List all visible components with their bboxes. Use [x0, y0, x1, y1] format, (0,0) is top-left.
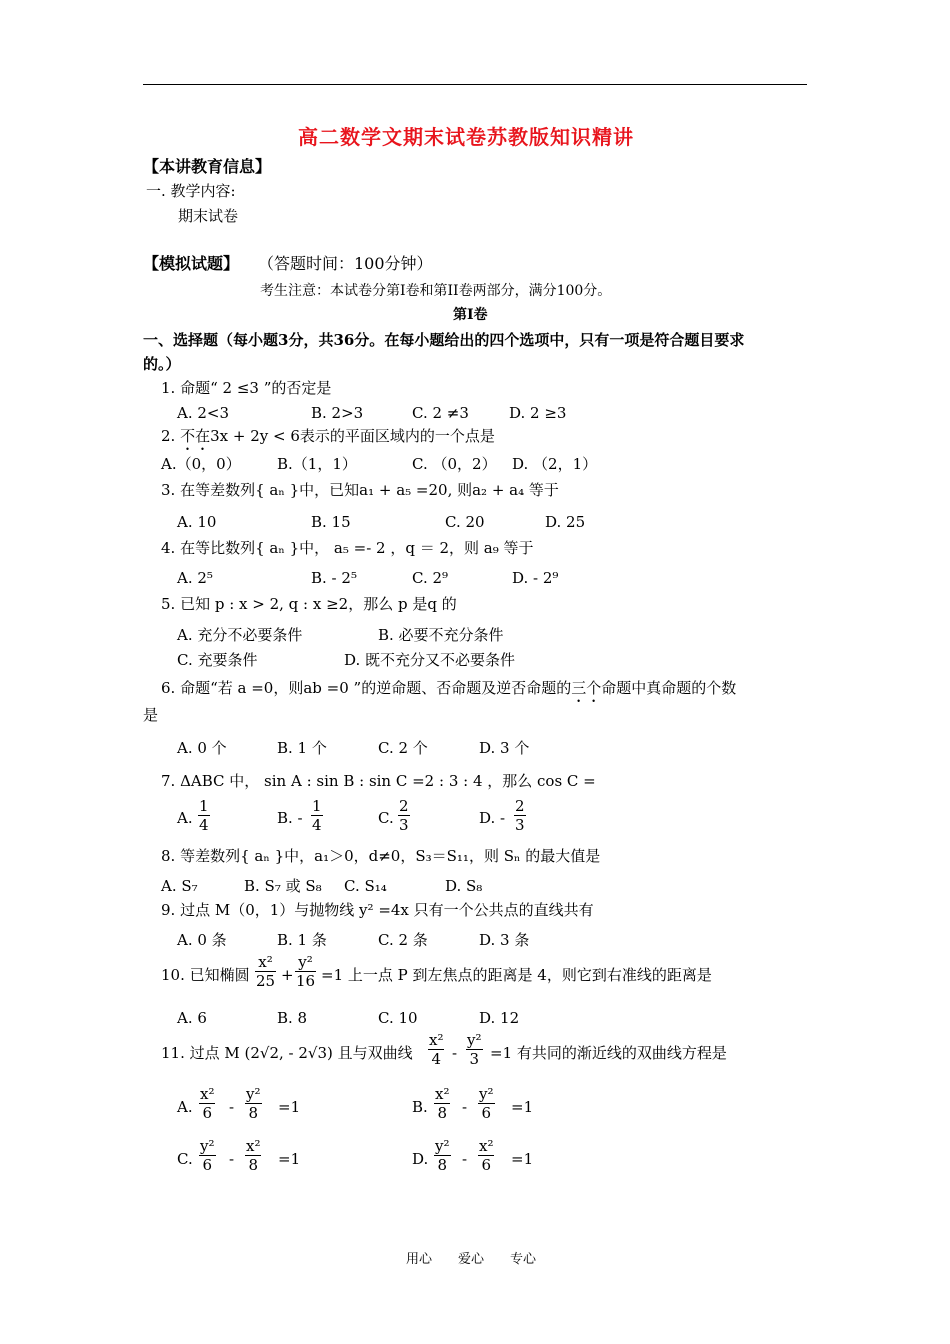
q9-option-d: D. 3 条 — [479, 931, 530, 949]
q5-option-c: C. 充要条件 — [177, 651, 258, 669]
q3-option-a: A. 10 — [177, 513, 217, 531]
q2-stem: 2. 不在3x + 2y < 6表示的平面区域内的一个点是 — [161, 427, 495, 445]
q7-option-c-fraction: $\frac{2}{3}$ — [399, 797, 409, 834]
q5-option-b: B. 必要不充分条件 — [378, 626, 504, 644]
q6-stem-cont: 是 — [143, 706, 159, 724]
q3-option-c: C. 20 — [445, 513, 485, 531]
q10-stem-post: =1 上一点 P 到左焦点的距离是 4，则它到右准线的距离是 — [321, 966, 712, 984]
q11-option-c-minus: - — [229, 1150, 235, 1168]
page-footer: 用心 爱心 专心 — [406, 1252, 537, 1267]
content-value: 期末试卷 — [178, 207, 239, 225]
q11-option-c-eq: =1 — [278, 1150, 301, 1168]
q11-option-b-eq: =1 — [511, 1098, 534, 1116]
q3-stem: 3. 在等差数列{ aₙ }中，已知a₁ + a₅ =20, 则a₂ + a₄ 等于 — [161, 481, 559, 499]
q11-option-a-eq: =1 — [278, 1098, 301, 1116]
q11-option-b-minus: - — [462, 1098, 468, 1116]
q4-stem: 4. 在等比数列{ aₙ }中， a₅ =- 2 ，q ＝ 2，则 a₉ 等于 — [161, 539, 534, 557]
q11-option-c-label: C. — [177, 1150, 193, 1168]
q4-option-d: D. - 2⁹ — [512, 569, 559, 587]
q4-option-a: A. 2⁵ — [177, 569, 213, 587]
q7-option-b-fraction: $\frac{1}{4}$ — [312, 797, 322, 834]
q9-option-c: C. 2 条 — [378, 931, 428, 949]
q11-option-a-label: A. — [177, 1098, 193, 1116]
q10-fraction-x: $\frac{\text{x²}}{25}$ — [256, 953, 276, 990]
q6-option-c: C. 2 个 — [378, 739, 428, 757]
q7-option-d-label: D. - — [479, 809, 506, 827]
q10-option-d: D. 12 — [479, 1009, 520, 1027]
q11-option-d-eq: =1 — [511, 1150, 534, 1168]
section-one-instructions: 一、选择题（每小题3分，共36分。在每小题给出的四个选项中，只有一项是符合题目要求 — [143, 331, 745, 349]
q11-option-d-frac2: $\frac{\text{x²}}{6}$ — [479, 1137, 494, 1174]
q4-option-b: B. - 2⁵ — [311, 569, 357, 587]
q8-option-d: D. S₈ — [445, 877, 483, 895]
q11-option-c-frac1: $\frac{\text{y²}}{6}$ — [200, 1137, 215, 1174]
q1-option-b: B. 2>3 — [311, 404, 364, 422]
q11-option-c-frac2: $\frac{\text{x²}}{8}$ — [246, 1137, 261, 1174]
doc-title: 高二数学文期末试卷苏教版知识精讲 — [298, 125, 634, 149]
q11-option-b-frac1: $\frac{\text{x²}}{8}$ — [435, 1085, 450, 1122]
q6-stem: 6. 命题“若 a =0，则ab =0 ”的逆命题、否命题及逆否命题的三个命题中真命题的个数 — [161, 679, 737, 697]
q11-option-a-frac2: $\frac{\text{y²}}{8}$ — [246, 1085, 261, 1122]
q7-option-a-fraction: $\frac{1}{4}$ — [199, 797, 209, 834]
q11-stem-post: =1 有共同的渐近线的双曲线方程是 — [490, 1044, 727, 1062]
q1-option-a: A. 2<3 — [177, 404, 230, 422]
q5-stem: 5. 已知 p : x > 2, q : x ≥2，那么 p 是q 的 — [161, 595, 457, 613]
content-label: 一. 教学内容: — [146, 182, 236, 200]
q11-option-b-label: B. — [412, 1098, 428, 1116]
header-rule — [143, 84, 807, 85]
q6-option-a: A. 0 个 — [177, 739, 227, 757]
mock-time: （答题时间：100分钟） — [258, 254, 433, 273]
q11-fraction-y: $\frac{\text{y²}}{3}$ — [467, 1031, 482, 1068]
q3-option-d: D. 25 — [545, 513, 586, 531]
q11-option-b-frac2: $\frac{\text{y²}}{6}$ — [479, 1085, 494, 1122]
q3-option-b: B. 15 — [311, 513, 351, 531]
q1-option-d: D. 2 ≥3 — [509, 404, 567, 422]
mock-heading: 【模拟试题】 — [143, 254, 240, 273]
part-one-heading: 第I卷 — [453, 307, 488, 323]
q11-stem-pre: 11. 过点 M (2√2, - 2√3) 且与双曲线 — [161, 1044, 413, 1062]
q2-option-b: B.（1，1） — [277, 455, 357, 473]
q2-option-d: D. （2，1） — [512, 455, 598, 473]
q10-fraction-y: $\frac{\text{y²}}{16}$ — [296, 953, 316, 990]
q10-stem-pre: 10. 已知椭圆 — [161, 966, 250, 984]
q2-option-c: C. （0，2） — [412, 455, 497, 473]
q7-option-b-label: B. - — [277, 809, 303, 827]
exam-notice: 考生注意：本试卷分第I卷和第II卷两部分，满分100分。 — [260, 283, 612, 299]
q1-option-c: C. 2 ≠3 — [412, 404, 469, 422]
q7-option-d-fraction: $\frac{2}{3}$ — [515, 797, 525, 834]
q9-stem: 9. 过点 M（0，1）与抛物线 y² =4x 只有一个公共点的直线共有 — [161, 901, 594, 919]
q8-stem: 8. 等差数列{ aₙ }中，a₁＞0，d≠0，S₃＝S₁₁，则 Sₙ 的最大值是 — [161, 847, 601, 865]
q8-option-c: C. S₁₄ — [344, 877, 387, 895]
q11-option-a-minus: - — [229, 1098, 235, 1116]
q7-option-c-label: C. — [378, 809, 394, 827]
q1-stem: 1. 命题“ 2 ≤3 ”的否定是 — [161, 379, 332, 397]
q11-minus: - — [452, 1044, 458, 1062]
q10-plus: + — [281, 966, 294, 984]
q11-option-a-frac1: $\frac{\text{x²}}{6}$ — [200, 1085, 215, 1122]
q11-fraction-x: $\frac{\text{x²}}{4}$ — [429, 1031, 444, 1068]
q5-option-d: D. 既不充分又不必要条件 — [344, 651, 516, 669]
section-one-instructions-cont: 的。） — [143, 355, 181, 373]
q11-option-d-minus: - — [462, 1150, 468, 1168]
q10-option-a: A. 6 — [177, 1009, 207, 1027]
q8-option-b: B. S₇ 或 S₈ — [244, 877, 322, 895]
q9-option-b: B. 1 条 — [277, 931, 327, 949]
q10-option-c: C. 10 — [378, 1009, 418, 1027]
q6-option-b: B. 1 个 — [277, 739, 327, 757]
q8-option-a: A. S₇ — [161, 877, 198, 895]
section-info-heading: 【本讲教育信息】 — [143, 157, 272, 176]
q11-option-d-frac1: $\frac{\text{y²}}{8}$ — [435, 1137, 450, 1174]
q11-option-d-label: D. — [412, 1150, 429, 1168]
q6-option-d: D. 3 个 — [479, 739, 530, 757]
q4-option-c: C. 2⁹ — [412, 569, 449, 587]
q9-option-a: A. 0 条 — [177, 931, 227, 949]
q5-option-a: A. 充分不必要条件 — [177, 626, 303, 644]
q7-option-a-label: A. — [177, 809, 193, 827]
q7-stem: 7. ΔABC 中， sin A : sin B : sin C =2 : 3 : 4 ，那么 cos C = — [161, 772, 596, 790]
q2-option-a: A.（0，0） — [161, 455, 241, 473]
q10-option-b: B. 8 — [277, 1009, 308, 1027]
